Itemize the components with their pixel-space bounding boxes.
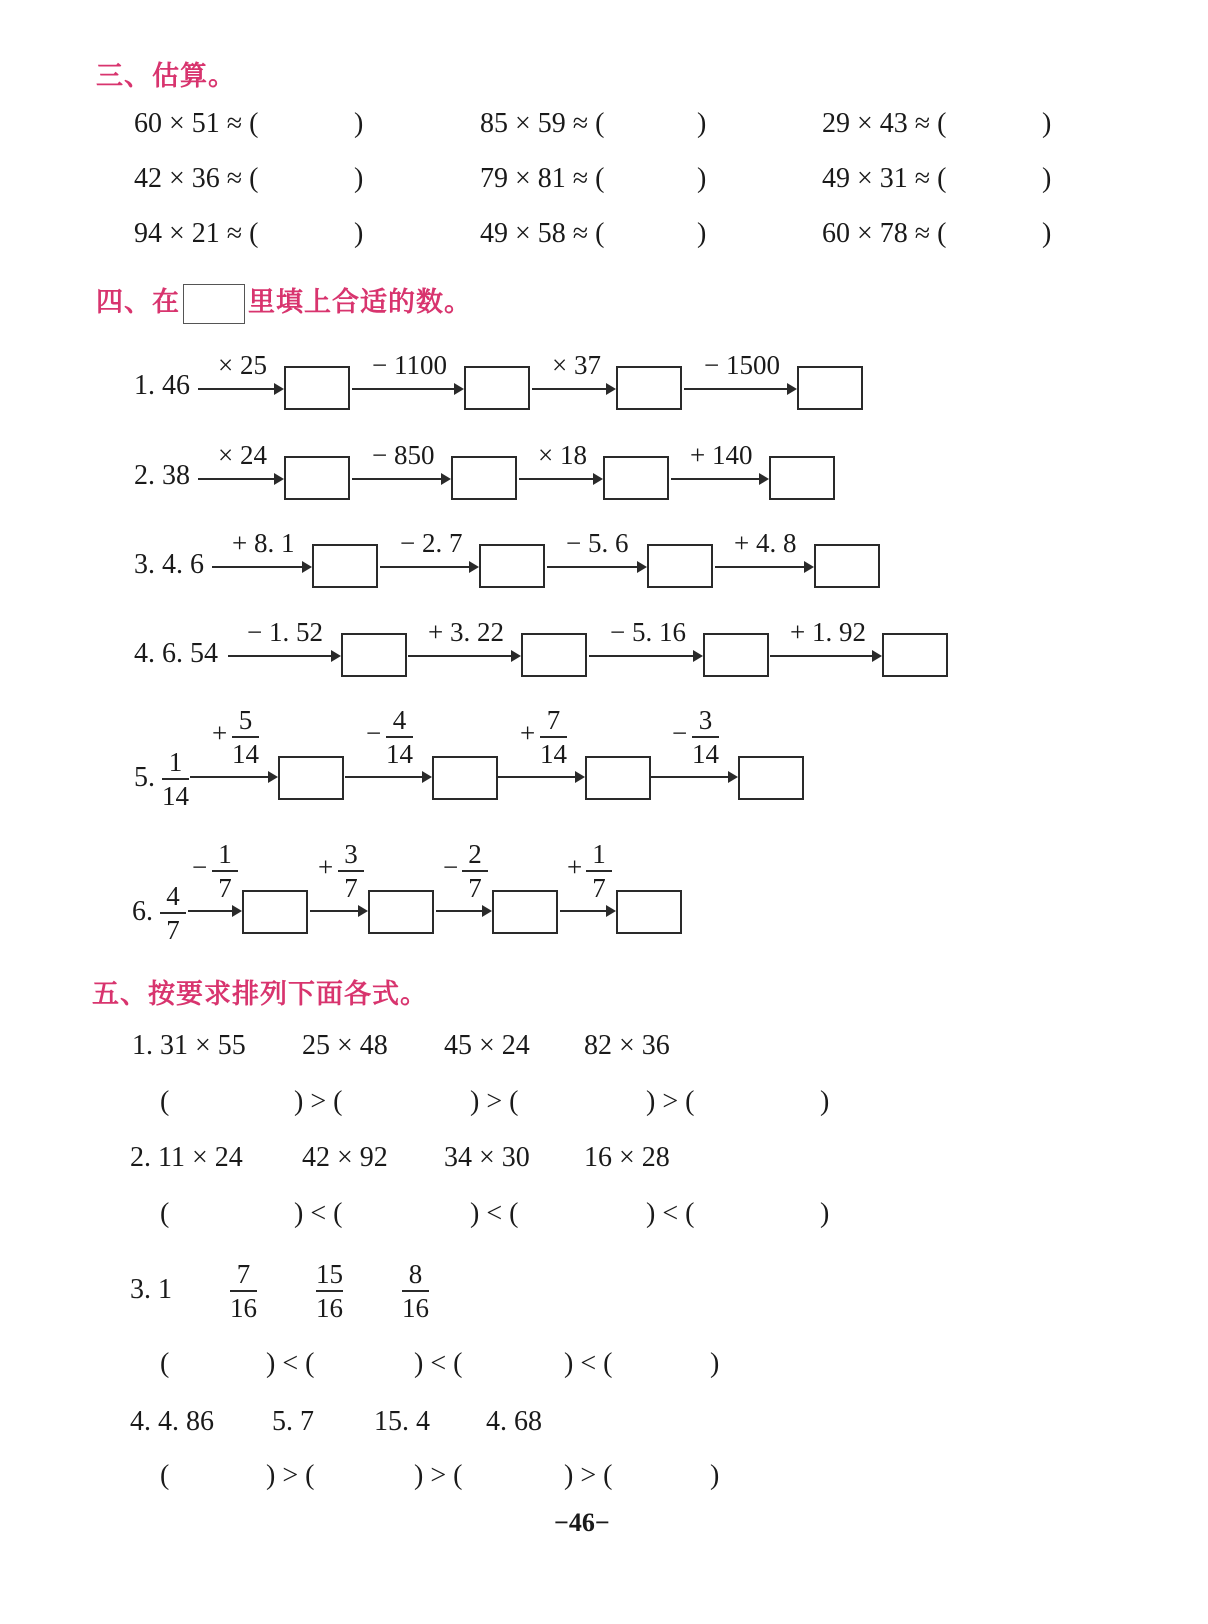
answer-blank[interactable]: ) > ( [564, 1460, 613, 1491]
arrow-icon [212, 566, 310, 568]
operation-sign: + [212, 718, 228, 748]
expression-item: 15. 4 [374, 1406, 430, 1437]
answer-blank[interactable]: ) [820, 1086, 830, 1117]
answer-box[interactable] [616, 890, 682, 934]
operation-fraction [232, 704, 259, 770]
answer-blank[interactable]: ) [1042, 163, 1052, 194]
answer-blank[interactable]: ) > ( [414, 1460, 463, 1491]
operation-label: + 4. 8 [734, 528, 797, 558]
operation-fraction [586, 838, 612, 904]
answer-blank[interactable]: ) [697, 163, 707, 194]
numerator: 4 [392, 705, 407, 735]
denominator: 7 [166, 915, 180, 945]
arrow-icon [770, 655, 880, 657]
answer-blank[interactable]: ) < ( [414, 1348, 463, 1379]
arrow-icon [190, 776, 276, 778]
arrow-icon [352, 478, 449, 480]
operation-sign: − [672, 718, 688, 748]
denominator: 16 [402, 1293, 429, 1323]
answer-blank[interactable]: ) [820, 1198, 830, 1229]
operation-label: − 1. 52 [247, 617, 323, 647]
arrow-icon [188, 910, 240, 912]
answer-box[interactable] [284, 456, 350, 500]
numerator: 1 [168, 747, 183, 777]
numerator: 5 [238, 705, 253, 735]
answer-box[interactable] [738, 756, 804, 800]
operation-fraction [462, 838, 488, 904]
answer-box[interactable] [797, 366, 863, 410]
arrow-icon [408, 655, 519, 657]
expression-item: 34 × 30 [444, 1142, 530, 1173]
answer-blank[interactable]: ) < ( [564, 1348, 613, 1379]
arrow-icon [715, 566, 812, 568]
answer-box[interactable] [341, 633, 407, 677]
expression-item: 4. 68 [486, 1406, 542, 1437]
expression-item: 45 × 24 [444, 1030, 530, 1061]
operation-label: + 8. 1 [232, 528, 295, 558]
denominator: 14 [692, 739, 719, 769]
arrow-icon [380, 566, 477, 568]
arrow-icon [589, 655, 701, 657]
operation-label: × 24 [218, 440, 267, 470]
expression-item: 2. 11 × 24 [130, 1142, 243, 1173]
chain-start-number: 3. 4. 6 [134, 549, 204, 580]
answer-box[interactable] [479, 544, 545, 588]
arrow-icon [198, 478, 282, 480]
answer-blank[interactable]: ) > ( [294, 1086, 343, 1117]
answer-blank[interactable]: ( [160, 1086, 170, 1117]
section-5-heading: 五、按要求排列下面各式。 [92, 979, 428, 1010]
answer-blank[interactable]: ) < ( [646, 1198, 695, 1229]
operation-label: − 1500 [704, 350, 780, 380]
expression-item: 25 × 48 [302, 1030, 388, 1061]
answer-box[interactable] [585, 756, 651, 800]
arrow-icon [519, 478, 601, 480]
answer-blank[interactable]: ) > ( [470, 1086, 519, 1117]
numerator: 1 [218, 839, 232, 869]
expression-item: 42 × 92 [302, 1142, 388, 1173]
operation-sign: − [192, 852, 208, 882]
arrow-icon [352, 388, 462, 390]
arrow-icon [436, 910, 490, 912]
arrow-icon [228, 655, 339, 657]
answer-box[interactable] [616, 366, 682, 410]
section-4-heading [96, 280, 472, 324]
arrow-icon [198, 388, 282, 390]
estimation-expression: 60 × 51 ≈ ( [134, 108, 259, 139]
operation-label: × 25 [218, 350, 267, 380]
denominator: 16 [316, 1293, 343, 1323]
denominator: 7 [344, 873, 358, 903]
estimation-expression: 49 × 58 ≈ ( [480, 218, 605, 249]
estimation-expression: 79 × 81 ≈ ( [480, 163, 605, 194]
answer-blank[interactable]: ) [354, 108, 364, 139]
operation-sign: + [520, 718, 536, 748]
answer-blank[interactable]: ) [354, 218, 364, 249]
denominator: 7 [592, 873, 606, 903]
answer-box[interactable] [647, 544, 713, 588]
answer-box[interactable] [368, 890, 434, 934]
arrow-icon [547, 566, 645, 568]
answer-box[interactable] [703, 633, 769, 677]
numerator: 3 [698, 705, 713, 735]
expression-item: 1. 31 × 55 [132, 1030, 246, 1061]
estimation-expression: 85 × 59 ≈ ( [480, 108, 605, 139]
estimation-expression: 49 × 31 ≈ ( [822, 163, 947, 194]
operation-label: − 5. 6 [566, 528, 629, 558]
answer-blank[interactable]: ( [160, 1348, 170, 1379]
operation-fraction [540, 704, 567, 770]
denominator: 14 [540, 739, 567, 769]
answer-box[interactable] [521, 633, 587, 677]
estimation-expression: 29 × 43 ≈ ( [822, 108, 947, 139]
expression-item: 82 × 36 [584, 1030, 670, 1061]
arrow-icon [560, 910, 614, 912]
arrow-icon [310, 910, 366, 912]
denominator: 16 [230, 1293, 257, 1323]
operation-fraction [338, 838, 364, 904]
answer-blank[interactable]: ) < ( [266, 1348, 315, 1379]
answer-box[interactable] [882, 633, 948, 677]
chain-start-number: 2. 38 [134, 460, 190, 491]
answer-box[interactable] [451, 456, 517, 500]
page-number: −46− [554, 1508, 610, 1537]
answer-blank[interactable]: ( [160, 1198, 170, 1229]
operation-label: × 18 [538, 440, 587, 470]
arrow-icon [684, 388, 795, 390]
answer-blank[interactable]: ) > ( [266, 1460, 315, 1491]
answer-blank[interactable]: ) [710, 1460, 720, 1491]
operation-fraction [386, 704, 413, 770]
denominator: 7 [218, 873, 232, 903]
expression-fraction [402, 1258, 429, 1324]
answer-box[interactable] [464, 366, 530, 410]
denominator: 14 [162, 781, 189, 811]
answer-box[interactable] [278, 756, 344, 800]
section-3-heading: 三、估算。 [96, 61, 236, 92]
answer-box[interactable] [312, 544, 378, 588]
numerator: 1 [592, 839, 606, 869]
expression-item: 16 × 28 [584, 1142, 670, 1173]
section-4-heading-before: 四、在 [96, 287, 180, 318]
expression-item: 4. 4. 86 [130, 1406, 214, 1437]
operation-sign: − [443, 852, 459, 882]
answer-blank[interactable]: ) < ( [470, 1198, 519, 1229]
section-4-heading-after: 里填上合适的数。 [248, 287, 472, 318]
operation-sign: + [567, 852, 583, 882]
arrow-icon [498, 776, 583, 778]
chain-start-number: 4. 6. 54 [134, 638, 218, 669]
operation-label: × 37 [552, 350, 601, 380]
estimation-expression: 42 × 36 ≈ ( [134, 163, 259, 194]
answer-blank[interactable]: ( [160, 1460, 170, 1491]
chain-start-label: 6. [132, 896, 153, 927]
operation-label: − 5. 16 [610, 617, 686, 647]
arrow-icon [651, 776, 736, 778]
numerator: 2 [468, 839, 482, 869]
arrow-icon [532, 388, 614, 390]
arrow-icon [671, 478, 767, 480]
answer-box[interactable] [284, 366, 350, 410]
numerator: 7 [236, 1259, 251, 1289]
denominator: 14 [386, 739, 413, 769]
operation-fraction [692, 704, 719, 770]
answer-box[interactable] [432, 756, 498, 800]
operation-label: + 3. 22 [428, 617, 504, 647]
operation-label: − 2. 7 [400, 528, 463, 558]
chain-start-fraction [160, 880, 186, 946]
operation-sign: + [318, 852, 334, 882]
answer-blank[interactable]: ) [354, 163, 364, 194]
answer-box[interactable] [814, 544, 880, 588]
chain-start-number: 1. 46 [134, 370, 190, 401]
operation-label: + 140 [690, 440, 753, 470]
numerator: 8 [408, 1259, 423, 1289]
answer-box[interactable] [242, 890, 308, 934]
arrow-icon [345, 776, 430, 778]
answer-blank[interactable]: ) < ( [294, 1198, 343, 1229]
answer-blank[interactable]: ) [1042, 218, 1052, 249]
operation-fraction [212, 838, 238, 904]
answer-box[interactable] [769, 456, 835, 500]
estimation-expression: 94 × 21 ≈ ( [134, 218, 259, 249]
numerator: 15 [316, 1259, 343, 1289]
answer-blank[interactable]: ) [1042, 108, 1052, 139]
numerator: 3 [344, 839, 358, 869]
answer-blank[interactable]: ) > ( [646, 1086, 695, 1117]
operation-sign: − [366, 718, 382, 748]
chain-start-fraction [162, 746, 189, 812]
chain-start-label: 5. [134, 762, 155, 793]
answer-blank[interactable]: ) [710, 1348, 720, 1379]
operation-label: + 1. 92 [790, 617, 866, 647]
expression-fraction [316, 1258, 343, 1324]
expression-fraction [230, 1258, 257, 1324]
answer-blank[interactable]: ) [697, 108, 707, 139]
expression-item: 3. 1 [130, 1274, 172, 1305]
numerator: 7 [546, 705, 561, 735]
answer-box[interactable] [603, 456, 669, 500]
denominator: 7 [468, 873, 482, 903]
answer-box[interactable] [492, 890, 558, 934]
answer-box-icon [183, 284, 245, 324]
operation-label: − 850 [372, 440, 435, 470]
operation-label: − 1100 [372, 350, 447, 380]
estimation-expression: 60 × 78 ≈ ( [822, 218, 947, 249]
numerator: 4 [166, 881, 180, 911]
denominator: 14 [232, 739, 259, 769]
answer-blank[interactable]: ) [697, 218, 707, 249]
expression-item: 5. 7 [272, 1406, 314, 1437]
